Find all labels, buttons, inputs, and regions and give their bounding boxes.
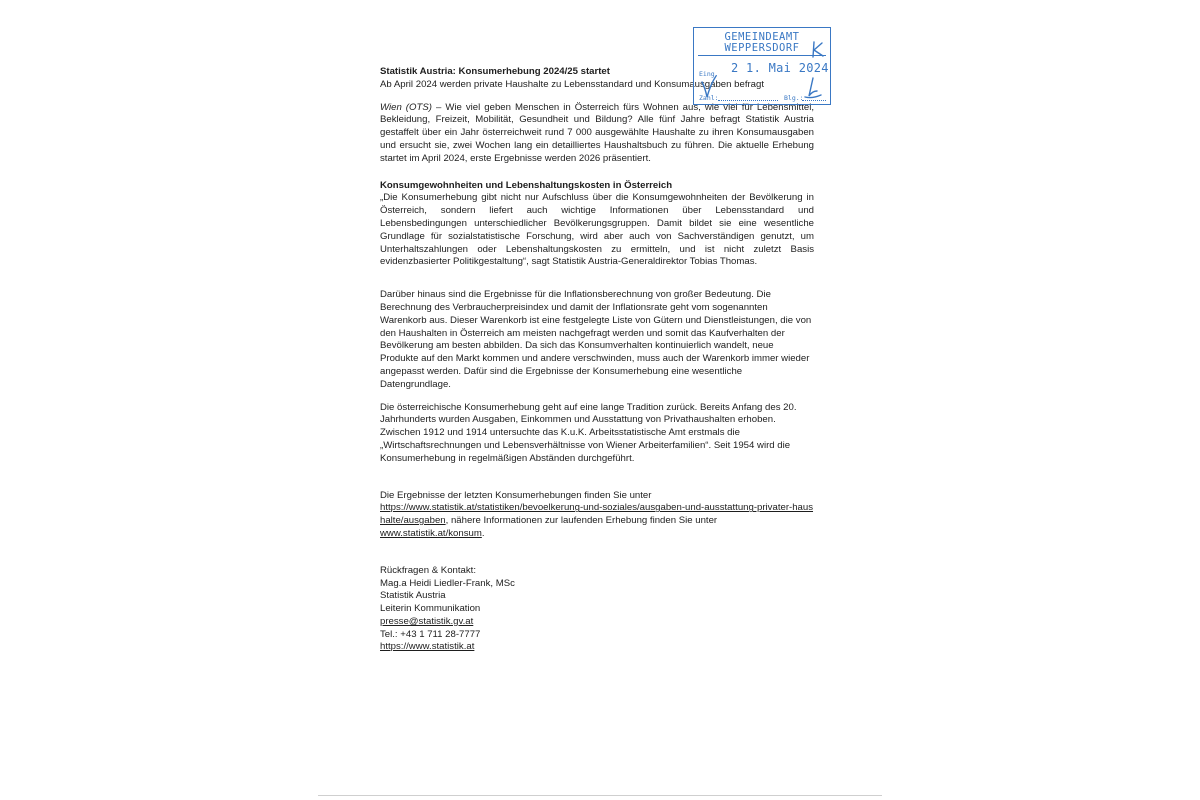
history-paragraph: Die österreichische Konsumerhebung geht auf eine lange Tradition zurück. Bereits Anfang des 20. Jahrhunderts wurden Ausgaben, Einkommen und Ausstattung von Privathaushalten erhoben. Zwischen 1912 und 1914 untersuchte das K.u.K. Arbeitsstatistische Amt erstmals die „Wirtschaftsrechnungen und Lebensverhältnisse von Wiener Arbeiterfamilien“. Seit 1954 wird die Konsumerhebung in regelmäßigen Abständen durchgeführt.	[380, 401, 797, 464]
contact-website-link[interactable]: https://www.statistik.at	[380, 641, 475, 653]
stamp-zahl-label: Zahl:	[699, 94, 719, 102]
handwritten-initials-mark	[808, 40, 828, 60]
results-mid: , nähere Informationen zur laufenden Erhebung finden Sie unter	[445, 515, 718, 527]
results-link[interactable]: https://www.statistik.at/statistiken/bevoelkerung-und-soziales/ausgaben-und-ausstattung-privater-haushalte/ausgaben	[380, 502, 814, 527]
inflation-paragraph: Darüber hinaus sind die Ergebnisse für die Inflationsberechnung von großer Bedeutung. Die Berechnung des Verbraucherpreisindex und damit der Inflationsrate geht vom sogenannten Warenkorb aus. Dieser Warenkorb ist eine festgelegte Liste von Gütern und Dienstleistungen, die von den Haushalten in Österreich am meisten nachgefragt werden und somit das Kaufverhalten der Bevölkerung am besten abbilden. Da sich das Konsumverhalten kontinuierlich wandelt, neue Produkte auf den Markt kommen und andere verschwinden, muss auch der Warenkorb immer wieder angepasst werden. Dafür sind die Ergebnisse der Konsumerhebung eine wesentliche Datengrundlage.	[380, 289, 812, 390]
handwritten-check-mark	[698, 74, 720, 100]
stamp-office-name: GEMEINDEAMT	[724, 31, 800, 43]
lead-text: – Wie viel geben Menschen in Österreich fürs Wohnen aus, wie viel für Lebensmittel, Bekleidung, Freizeit, Mobilität, Gesundheit und Bildung? Alle fünf Jahre befragt Statistik Austria gestaffelt über ein Jahr österreichweit rund 7 000 ausgewählte Haushalte zu ihren Konsumausgaben und ersucht sie, zwei Wochen lang ein detailliertes Haushaltsbuch zu führen. Die aktuelle Erhebung startet im April 2024, erste Ergebnisse werden 2026 präsentiert.	[380, 101, 814, 164]
section-heading: Konsumgewohnheiten und Lebenshaltungskosten in Österreich	[380, 179, 673, 191]
contact-role: Leiterin Kommunikation	[380, 603, 481, 615]
subheadline: Ab April 2024 werden private Haushalte zu Lebensstandard und Konsumausgaben befragt	[380, 78, 765, 90]
press-release-body	[380, 66, 814, 654]
contact-org: Statistik Austria	[380, 590, 446, 602]
contact-block	[380, 565, 814, 655]
quote-paragraph: „Die Konsumerhebung gibt nicht nur Aufschluss über die Konsumgewohnheiten der Bevölkerung in Österreich, sondern liefert auch wichtige Informationen über Lebensstandard und Lebensbedingungen unterschiedlicher Bevölkerungsgruppen. Damit bildet sie eine wesentliche Grundlage für sozialstatistische Forschung, wird aber auch von Sachverständigen genutzt, um Unterhaltszahlungen oder Lebenshaltungskosten zu ermitteln, und ist nicht zuletzt Basis evidenzbasierter Politikgestaltung“, sagt Statistik Austria-Generaldirektor Tobias Thomas.	[380, 192, 814, 268]
contact-heading: Rückfragen & Kontakt:	[380, 564, 476, 576]
handwritten-signature-mark	[800, 76, 824, 102]
stamp-eing-label: Eing.	[699, 70, 719, 78]
survey-link[interactable]: www.statistik.at/konsum	[380, 527, 482, 539]
page-bottom-edge	[318, 795, 882, 796]
stamp-town-name: WEPPERSDORF	[724, 42, 800, 54]
dateline: Wien (OTS)	[380, 101, 432, 113]
lead-paragraph	[380, 102, 814, 166]
results-paragraph: Die Ergebnisse der letzten Konsumerhebungen finden Sie unter https://www.statistik.at/statistiken/bevoelkerung-und-soziales/ausgaben-und-ausstattung-privater-haushalte/ausgaben, nähere Informationen zur laufenden Erhebung finden Sie unter www.statistik.at/konsum.	[380, 489, 814, 539]
contact-email-link[interactable]: presse@statistik.gv.at	[380, 615, 474, 627]
contact-name: Mag.a Heidi Liedler-Frank, MSc	[380, 577, 515, 589]
headline: Statistik Austria: Konsumerhebung 2024/25 startet	[380, 66, 610, 77]
results-intro: Die Ergebnisse der letzten Konsumerhebungen finden Sie unter	[380, 489, 652, 501]
stamp-date: 2 1. Mai 2024	[731, 61, 829, 75]
stamp-blg-label: Blg.:	[784, 94, 804, 102]
contact-phone: Tel.: +43 1 711 28-7777	[380, 628, 481, 640]
